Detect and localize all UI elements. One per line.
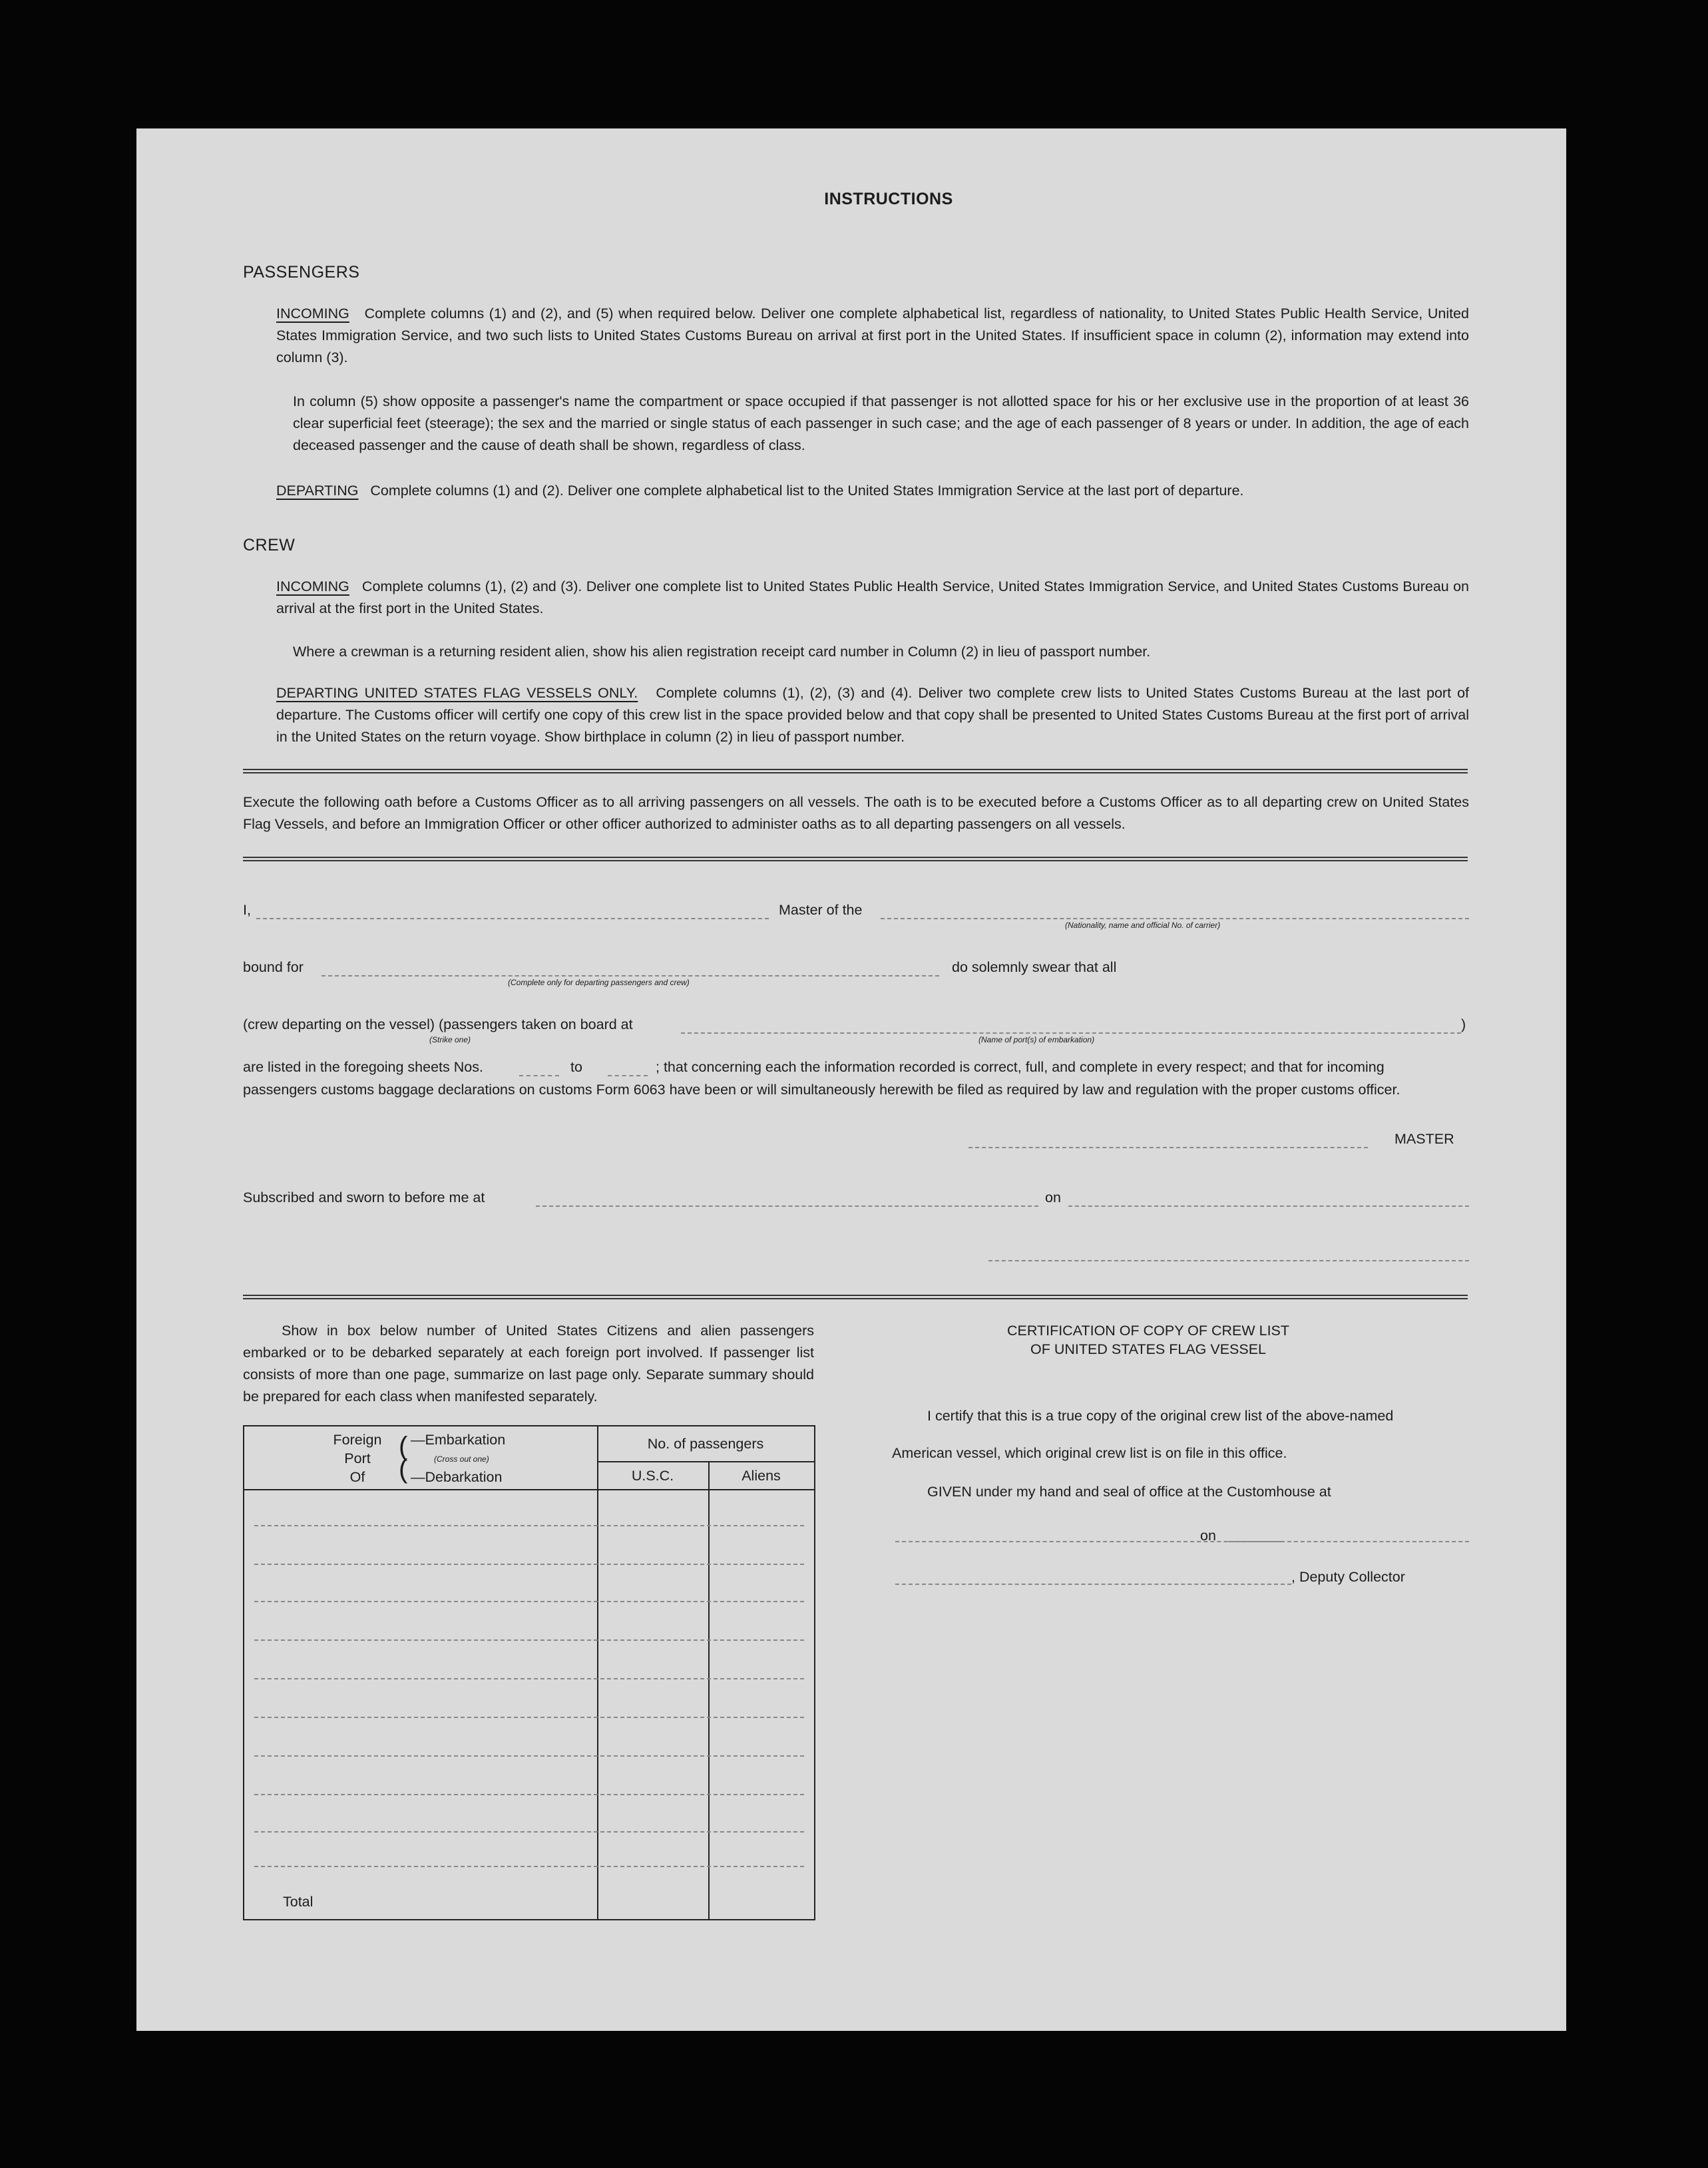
master-of-the-label: Master of the <box>779 902 863 918</box>
page-title: INSTRUCTIONS <box>824 190 953 208</box>
subscribed-label: Subscribed and sworn to before me at <box>243 1190 485 1205</box>
sworn-at-field[interactable] <box>536 1205 1038 1207</box>
bound-for-label: bound for <box>243 959 304 975</box>
complete-only-note: (Complete only for departing passengers and crew) <box>508 978 690 987</box>
master-label: MASTER <box>1394 1131 1454 1147</box>
bracket-lower: ( <box>399 1454 408 1484</box>
form-sheet <box>136 128 1566 2031</box>
ports-note: (Name of port(s) of embarkation) <box>978 1035 1095 1044</box>
strike-one-note: (Strike one) <box>429 1035 471 1044</box>
oath-instruction: Execute the following oath before a Customs Officer as to all arriving passengers on all vessels. The oath is to be executed before a Customs Officer as to all departing crew on United States Flag Vessels, and before an Immigration Officer or other officer authorized to administer oaths as to all departing passengers on all vessels. <box>243 794 1469 832</box>
deputy-signature-field[interactable] <box>895 1584 1291 1585</box>
summary-instruction: Show in box below number of United States Citizens and alien passengers embarked or to be debarked separately at each foreign port involved. If passenger list consists of more than one page, summarize on last page only. Separate summary should be prepared for each class when manifested separately. <box>243 1323 814 1405</box>
crew-resident-alien-paragraph: Where a crewman is a returning resident alien, show his alien registration receipt card number in Column (2) in lieu of passport number. <box>293 644 1151 660</box>
divider-3 <box>243 1295 1468 1299</box>
sworn-date-field[interactable] <box>1068 1205 1469 1207</box>
crew-passengers-label: (crew departing on the vessel) (passengers taken on board at <box>243 1016 633 1032</box>
aliens-header: Aliens <box>742 1468 781 1484</box>
summary-row-line <box>254 1794 804 1795</box>
certification-heading-2: OF UNITED STATES FLAG VESSEL <box>1030 1341 1267 1357</box>
total-label: Total <box>283 1894 314 1910</box>
listed-suffix: ; that concerning each the information recorded is correct, full, and complete in every respect; and that for incoming <box>656 1059 1385 1075</box>
summary-row-line <box>254 1866 804 1867</box>
passengers-incoming-label: INCOMING <box>276 306 349 322</box>
passengers-incoming-text: Complete columns (1) and (2), and (5) when required below. Deliver one complete alphabetical list, regardless of nationality, to United States Public Health Service, United States Immigration Service, and two such lists to United States Customs Bureau on arrival at first port in the United States. If insufficient space in column (2), information may extend into column (3). <box>276 306 1469 365</box>
oath-i-label: I, <box>243 902 251 918</box>
certification-on-label: on <box>1200 1528 1216 1544</box>
carrier-field[interactable] <box>881 918 1469 919</box>
divider-1 <box>243 769 1468 773</box>
bound-for-field[interactable] <box>321 975 939 976</box>
no-of-passengers-header: No. of passengers <box>647 1436 764 1452</box>
listed-prefix: are listed in the foregoing sheets Nos. <box>243 1059 483 1075</box>
passengers-departing-label: DEPARTING <box>276 483 359 499</box>
bracket-upper: ( <box>399 1432 408 1461</box>
summary-row-line <box>254 1564 804 1565</box>
sheet-from-field[interactable] <box>519 1075 559 1076</box>
summary-row-line <box>254 1755 804 1757</box>
summary-row-line <box>254 1678 804 1679</box>
summary-row-line <box>254 1601 804 1602</box>
swear-label: do solemnly swear that all <box>952 959 1117 975</box>
crew-departing-paragraph <box>276 682 1469 748</box>
customhouse-field[interactable] <box>895 1541 1281 1542</box>
master-name-field[interactable] <box>256 918 769 919</box>
crew-departing-text: Complete columns (1), (2), (3) and (4). Deliver two complete crew lists to United States Customs Bureau at the last port of departure. The Customs officer will certify one copy of this crew list in the space provided below and that copy shall be presented to United States Customs Bureau at the first port of arrival in the United States on the return voyage. Show birthplace in column (2) in lieu of passport number. <box>276 685 1470 745</box>
cross-out-note: (Cross out one) <box>434 1454 489 1464</box>
passengers-heading: PASSENGERS <box>243 263 360 282</box>
close-paren: ) <box>1461 1016 1466 1032</box>
col-port: Port <box>344 1450 371 1466</box>
to-label: to <box>570 1059 582 1075</box>
summary-table <box>243 1425 815 1920</box>
crew-incoming-text: Complete columns (1), (2) and (3). Deliver one complete list to United States Public Health Service, United States Immigration Service, and United States Customs Bureau on arrival at the first port in the United States. <box>276 578 1469 616</box>
debarkation-label: —Debarkation <box>411 1469 503 1485</box>
officer-signature-field[interactable] <box>988 1260 1469 1261</box>
on-label: on <box>1045 1190 1061 1205</box>
summary-row-line <box>254 1639 804 1641</box>
divider-2 <box>243 857 1468 861</box>
embarkation-ports-field[interactable] <box>681 1032 1461 1034</box>
certification-date-field[interactable] <box>1228 1541 1469 1542</box>
certification-line-1: I certify that this is a true copy of the original crew list of the above-named <box>927 1408 1394 1424</box>
crew-incoming-paragraph <box>276 576 1469 620</box>
crew-incoming-label: INCOMING <box>276 578 349 594</box>
passengers-departing-paragraph <box>276 480 1469 502</box>
col-of: Of <box>349 1469 365 1485</box>
embarkation-label: —Embarkation <box>411 1432 506 1448</box>
crew-heading: CREW <box>243 536 296 554</box>
usc-header: U.S.C. <box>631 1468 674 1484</box>
listed-continuation: passengers customs baggage declarations on customs Form 6063 have been or will simultaneously herewith be filed as required by law and regulation with the proper customs officer. <box>243 1082 1400 1098</box>
certification-line-2: American vessel, which original crew list is on file in this office. <box>892 1445 1287 1461</box>
summary-row-line <box>254 1831 804 1833</box>
passengers-incoming-paragraph <box>276 303 1469 369</box>
certification-heading-1: CERTIFICATION OF COPY OF CREW LIST <box>1006 1323 1290 1339</box>
certification-line-3: GIVEN under my hand and seal of office at the Customhouse at <box>927 1484 1331 1500</box>
deputy-collector-label: , Deputy Collector <box>1291 1569 1405 1585</box>
summary-row-line <box>254 1525 804 1526</box>
master-signature-field[interactable] <box>968 1147 1368 1148</box>
sheet-to-field[interactable] <box>608 1075 648 1076</box>
crew-departing-label: DEPARTING UNITED STATES FLAG VESSELS ONLY. <box>276 685 638 701</box>
passengers-column5-paragraph: In column (5) show opposite a passenger's name the compartment or space occupied if that passenger is not allotted space for his or her exclusive use in the proportion of at least 36 clear superficial feet (steerage); the sex and the married or single status of each passenger in such case; and the age of each passenger of 8 years or under. In addition, the age of each deceased passenger and the cause of death shall be shown, regardless of class. <box>293 393 1469 453</box>
col-foreign: Foreign <box>333 1432 382 1448</box>
nationality-note: (Nationality, name and official No. of carrier) <box>1065 921 1221 930</box>
summary-row-line <box>254 1717 804 1718</box>
passengers-departing-text: Complete columns (1) and (2). Deliver one complete alphabetical list to the United States Immigration Service at the last port of departure. <box>370 483 1244 499</box>
